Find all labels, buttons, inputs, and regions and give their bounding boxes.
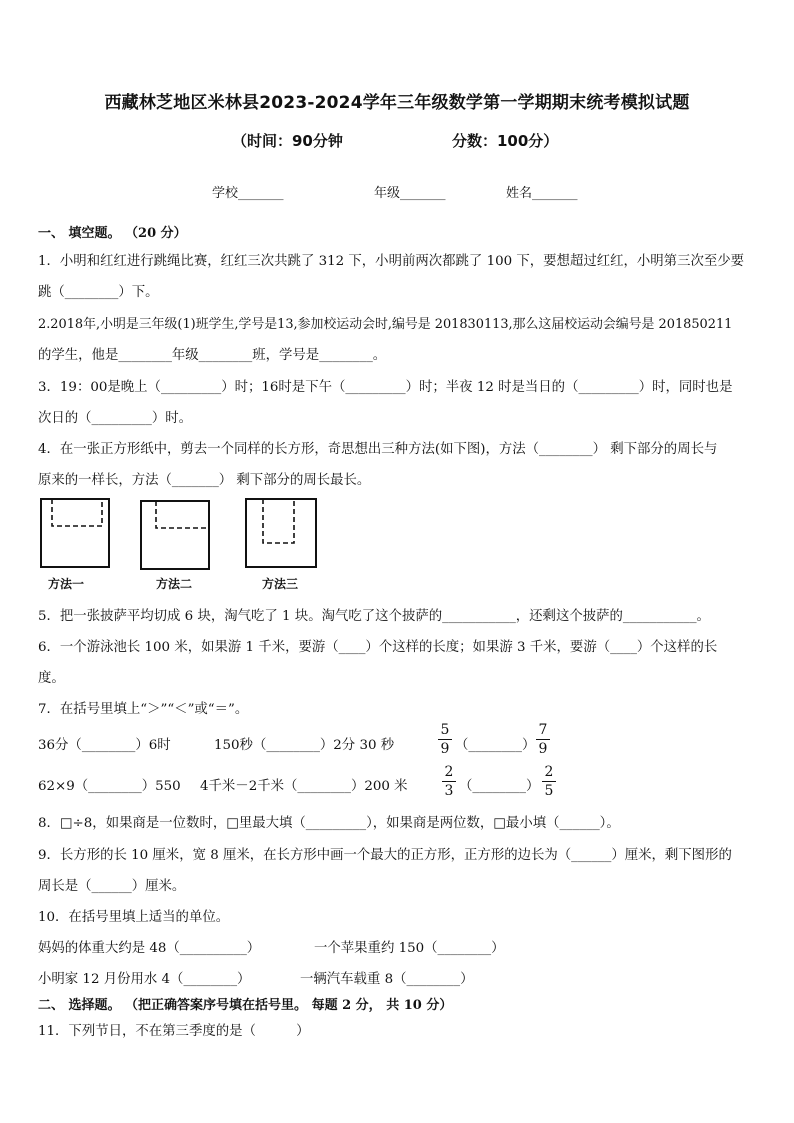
figure-label-method-one: 方法一: [48, 577, 85, 591]
question-9-line-1: 9．长方形的长 10 厘米，宽 8 厘米，在长方形中画一个最大的正方形，正方形的边长为（______）厘米，剩下图形的: [38, 848, 732, 863]
question-4-line-1: 4．在一张正方形纸中，剪去一个同样的长方形，奇思想出三种方法(如下图)，方法（________） 剩下部分的周长与: [38, 442, 718, 457]
question-7-item-4: 62×9（________）550: [38, 779, 181, 794]
fraction-7-9: 7 9: [536, 722, 550, 757]
figure-label-method-three: 方法三: [262, 577, 299, 591]
cut-method-figures: [38, 496, 338, 574]
grade-field: 年级_______: [374, 186, 446, 201]
fraction-2-5: 2 5: [542, 764, 556, 799]
school-field: 学校_______: [212, 186, 284, 201]
question-3-line-1: 3．19：00是晚上（_________）时；16时是下午（_________）时；半夜 12 时是当日的（_________）时，同时也是: [38, 380, 733, 395]
question-10: 10．在括号里填上适当的单位。: [38, 910, 230, 925]
question-4-line-2: 原来的一样长，方法（_______） 剩下部分的周长最长。: [38, 473, 371, 488]
question-7-item-6: （________）: [459, 779, 540, 794]
figure-label-method-two: 方法二: [156, 577, 193, 591]
question-7-item-3: （________）: [455, 738, 536, 753]
page-title: 西藏林芝地区米林县2023-2024学年三年级数学第一学期期末统考模拟试题: [104, 93, 690, 113]
fraction-2-3: 2 3: [442, 764, 456, 799]
question-10-item-4: 一辆汽车载重 8（________）: [300, 972, 474, 987]
question-7-item-1: 36分（________）6时: [38, 738, 171, 753]
question-9-line-2: 周长是（______）厘米。: [38, 879, 186, 894]
question-1-line-2: 跳（________）下。: [38, 285, 159, 300]
method-three-figure: [246, 499, 316, 567]
question-3-line-2: 次日的（_________）时。: [38, 411, 192, 426]
score-label: 分数：100分）: [452, 132, 559, 150]
section-heading: 二、 选择题。 （把正确答案序号填在括号里。 每题 2 分， 共 10 分）: [38, 998, 453, 1013]
question-10-item-2: 一个苹果重约 150（________）: [314, 941, 505, 956]
method-two-figure: [141, 501, 209, 569]
name-field: 姓名_______: [506, 186, 578, 201]
fraction-5-9: 5 9: [438, 722, 452, 757]
question-2-line-2: 的学生，他是________年级________班，学号是________。: [38, 348, 387, 363]
question-11: 11．下列节日，不在第三季度的是（ ）: [38, 1024, 310, 1039]
method-one-figure: [41, 499, 109, 567]
question-1-line-1: 1．小明和红红进行跳绳比赛，红红三次共跳了 312 下，小明前两次都跳了 100 下，要想超过红红，小明第三次至少要: [38, 254, 745, 269]
question-7-item-5: 4千米－2千米（________）200 米: [200, 779, 408, 794]
section-heading: 一、 填空题。 （20 分）: [38, 226, 187, 241]
question-6-line-1: 6．一个游泳池长 100 米，如果游 1 千米，要游（____）个这样的长度；如果游 3 千米，要游（____）个这样的长: [38, 640, 718, 655]
question-10-item-3: 小明家 12 月份用水 4（________）: [38, 972, 251, 987]
question-6-line-2: 度。: [38, 671, 65, 686]
time-label: （时间：90分钟: [232, 132, 343, 150]
question-7-item-2: 150秒（________）2分 30 秒: [214, 738, 395, 753]
question-8: 8．□÷8，如果商是一位数时，□里最大填（_________），如果商是两位数，□最小填（______）。: [38, 816, 620, 831]
question-2-line-1: 2.2018年,小明是三年级(1)班学生,学号是13,参加校运动会时,编号是 201830113,那么这届校运动会编号是 201850211: [38, 317, 733, 332]
question-5: 5．把一张披萨平均切成 6 块，淘气吃了 1 块。淘气吃了这个披萨的___________，还剩这个披萨的___________。: [38, 609, 710, 624]
question-10-item-1: 妈妈的体重大约是 48（__________）: [38, 941, 261, 956]
question-7: 7．在括号里填上“＞”“＜”或“＝”。: [38, 702, 249, 717]
